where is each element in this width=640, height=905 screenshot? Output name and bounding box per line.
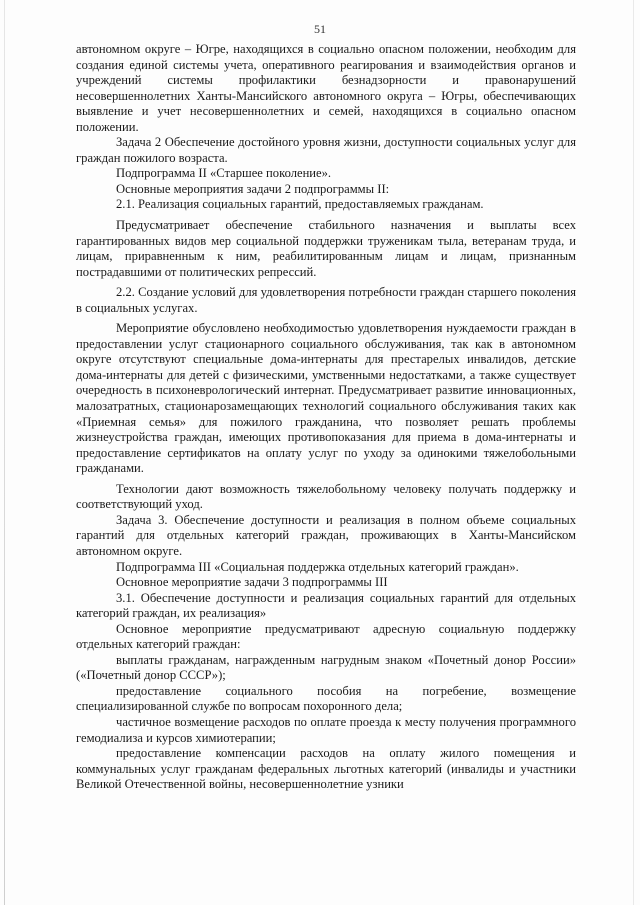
paragraph: автономном округе – Югре, находящихся в социально опасном положении, необходим для создания единой системы учета, оперативного реагирования и взаимодействия органов и учреждений системы профилактики безнадзорности и правонарушений несовершеннолетних Ханты-Мансийского автономного округа – Югры, обеспечивающих выявление и учет несовершеннолетних и семей, находящихся в социально опасном положении. xyxy=(76,42,576,134)
paragraph: Подпрограмма II «Старшее поколение». xyxy=(116,166,332,181)
scan-edge-right xyxy=(633,0,634,905)
paragraph: Основное мероприятие задачи 3 подпрограммы III xyxy=(116,575,388,590)
paragraph: Основные мероприятия задачи 2 подпрограммы II: xyxy=(116,181,390,196)
paragraph: Подпрограмма III «Социальная поддержка отдельных категорий граждан». xyxy=(116,559,519,574)
paragraph: выплаты гражданам, награжденным нагрудным знаком «Почетный донор России» («Почетный донор СССР»); xyxy=(76,652,576,683)
paragraph: Основное мероприятие предусматривают адресную социальную поддержку отдельных категорий граждан: xyxy=(76,621,576,652)
page-number: 51 xyxy=(314,22,326,36)
scan-edge-left xyxy=(4,0,5,905)
paragraph: Предусматривает обеспечение стабильного назначения и выплаты всех гарантированных видов мер социальной поддержки труженикам тыла, ветеранам труда, и лицам, приравненным к ним, реабилитированным лицам и лицам, признанным пострадавшими от политических репрессий. xyxy=(76,218,576,279)
paragraph: Задача 3. Обеспечение доступности и реализация в полном объеме социальных гарантий для отдельных категорий граждан, проживающих в Ханты-Мансийском автономном округе. xyxy=(76,512,576,558)
paragraph: 3.1. Обеспечение доступности и реализация социальных гарантий для отдельных категорий граждан, их реализация» xyxy=(76,590,576,621)
paragraph: 2.2. Создание условий для удовлетворения потребности граждан старшего поколения в социальных услугах. xyxy=(76,285,576,315)
paragraph: предоставление компенсации расходов на оплату жилого помещения и коммунальных услуг гражданам федеральных льготных категорий (инвалиды и участники Великой Отечественной войны, несовершеннолетние узники xyxy=(76,746,576,792)
body-text xyxy=(76,42,576,793)
paragraph: частичное возмещение расходов по оплате проезда к месту получения программного гемодиализа и курсов химиотерапии; xyxy=(76,714,576,745)
paragraph: Задача 2 Обеспечение достойного уровня жизни, доступности социальных услуг для граждан пожилого возраста. xyxy=(76,135,576,165)
paragraph: Технологии дают возможность тяжелобольному человеку получать поддержку и соответствующий уход. xyxy=(76,481,576,512)
paragraph: Мероприятие обусловлено необходимостью удовлетворения нуждаемости граждан в предоставлении услуг стационарного социального обслуживания, так как в автономном округе отсутствуют специальные дома-интернаты для престарелых инвалидов, детские дома-интернаты для детей с физическими, умственными недостатками, а также существует очередность в психоневрологический интернат. Предусматривает развитие инновационных, малозатратных, стационарозамещающих технологий социального обслуживания таких как «Приемная семья» для пожилого гражданина, что позволяет решать проблемы жизнеустройства граждан, имеющих противопоказания для приема в дома-интернаты и предоставление сертификатов на оплату услуг по уходу за одинокими тяжелобольными гражданами. xyxy=(76,321,576,476)
paragraph: предоставление социального пособия на погребение, возмещение специализированной службе по вопросам похоронного дела; xyxy=(76,683,576,714)
paragraph: 2.1. Реализация социальных гарантий, предоставляемых гражданам. xyxy=(116,197,484,212)
